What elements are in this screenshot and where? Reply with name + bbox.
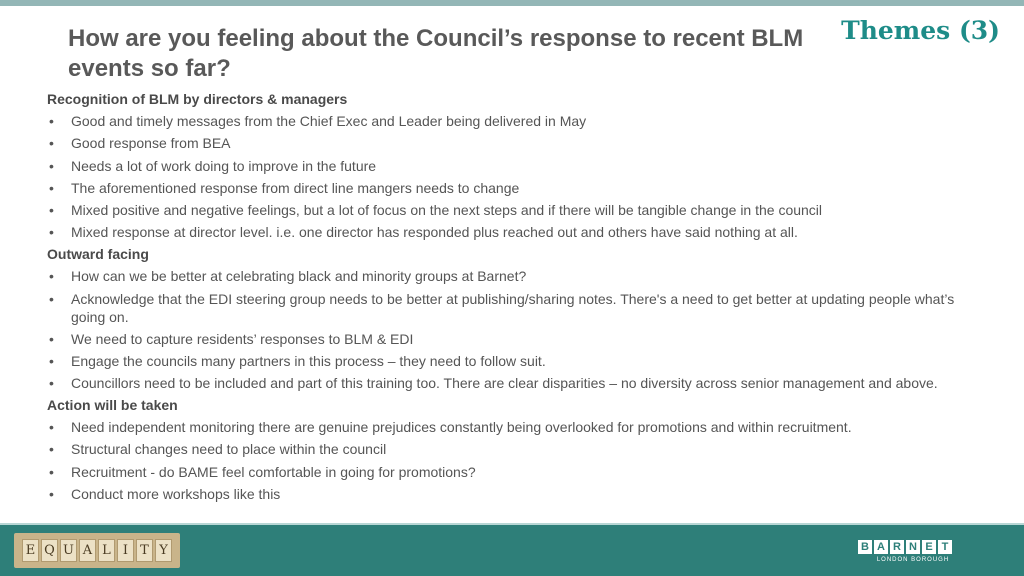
letter-tile: A [79, 539, 96, 562]
list-item: • The aforementioned response from direct line mangers needs to change [47, 179, 977, 197]
top-accent-bar [0, 0, 1024, 6]
logo-letter: R [890, 540, 904, 554]
bullet-list [47, 112, 977, 241]
list-item: • Needs a lot of work doing to improve in the future [47, 157, 977, 175]
list-item: • We need to capture residents’ responses to BLM & EDI [47, 330, 977, 348]
footer-divider [0, 523, 1024, 525]
list-item: • Councillors need to be included and part of this training too. There are clear disparities – no diversity across senior management and above. [47, 374, 977, 392]
list-item: • Mixed response at director level. i.e. one director has responded plus reached out and others have said nothing at all. [47, 223, 977, 241]
logo-letter: A [874, 540, 888, 554]
logo-letter: E [922, 540, 936, 554]
section-heading: Action will be taken [47, 397, 178, 414]
themes-tag: Themes (3) [841, 16, 1000, 45]
list-item: • Acknowledge that the EDI steering group needs to be better at publishing/sharing notes. There's a need to get better at updating people what’s going on. [47, 290, 977, 326]
slide-title: How are you feeling about the Council’s response to recent BLM events so far? [68, 25, 804, 82]
list-item: • Need independent monitoring there are genuine prejudices constantly being overlooked for promotions and within recruitment. [47, 418, 977, 436]
list-item: • Engage the councils many partners in this process – they need to follow suit. [47, 352, 977, 370]
logo-letter: B [858, 540, 872, 554]
letter-tile: U [60, 539, 77, 562]
section-heading: Recognition of BLM by directors & managers [47, 91, 348, 107]
barnet-logo-letters [858, 540, 968, 554]
list-item: • Good and timely messages from the Chief Exec and Leader being delivered in May [47, 112, 977, 130]
list-item: • Structural changes need to place within the council [47, 440, 977, 458]
letter-tile: Q [41, 539, 58, 562]
letter-tile: E [22, 539, 39, 562]
list-item: • Conduct more workshops like this [47, 485, 977, 503]
list-item: • Mixed positive and negative feelings, but a lot of focus on the next steps and if there will be tangible change in the council [47, 201, 977, 219]
section-heading: Outward facing [47, 246, 149, 263]
logo-subtitle: LONDON BOROUGH [876, 557, 950, 563]
letter-tile: I [117, 539, 134, 562]
letter-tile: T [136, 539, 153, 562]
bullet-list [47, 418, 977, 503]
letter-tile: L [98, 539, 115, 562]
equality-tiles-image [14, 533, 180, 568]
list-item: • How can we be better at celebrating black and minority groups at Barnet? [47, 267, 977, 285]
barnet-logo [858, 540, 968, 566]
letter-tile: Y [155, 539, 172, 562]
slide-content [47, 90, 977, 503]
bullet-list [47, 267, 977, 392]
logo-letter: N [906, 540, 920, 554]
list-item: • Good response from BEA [47, 134, 977, 152]
logo-letter: T [938, 540, 952, 554]
list-item: • Recruitment - do BAME feel comfortable in going for promotions? [47, 463, 977, 481]
